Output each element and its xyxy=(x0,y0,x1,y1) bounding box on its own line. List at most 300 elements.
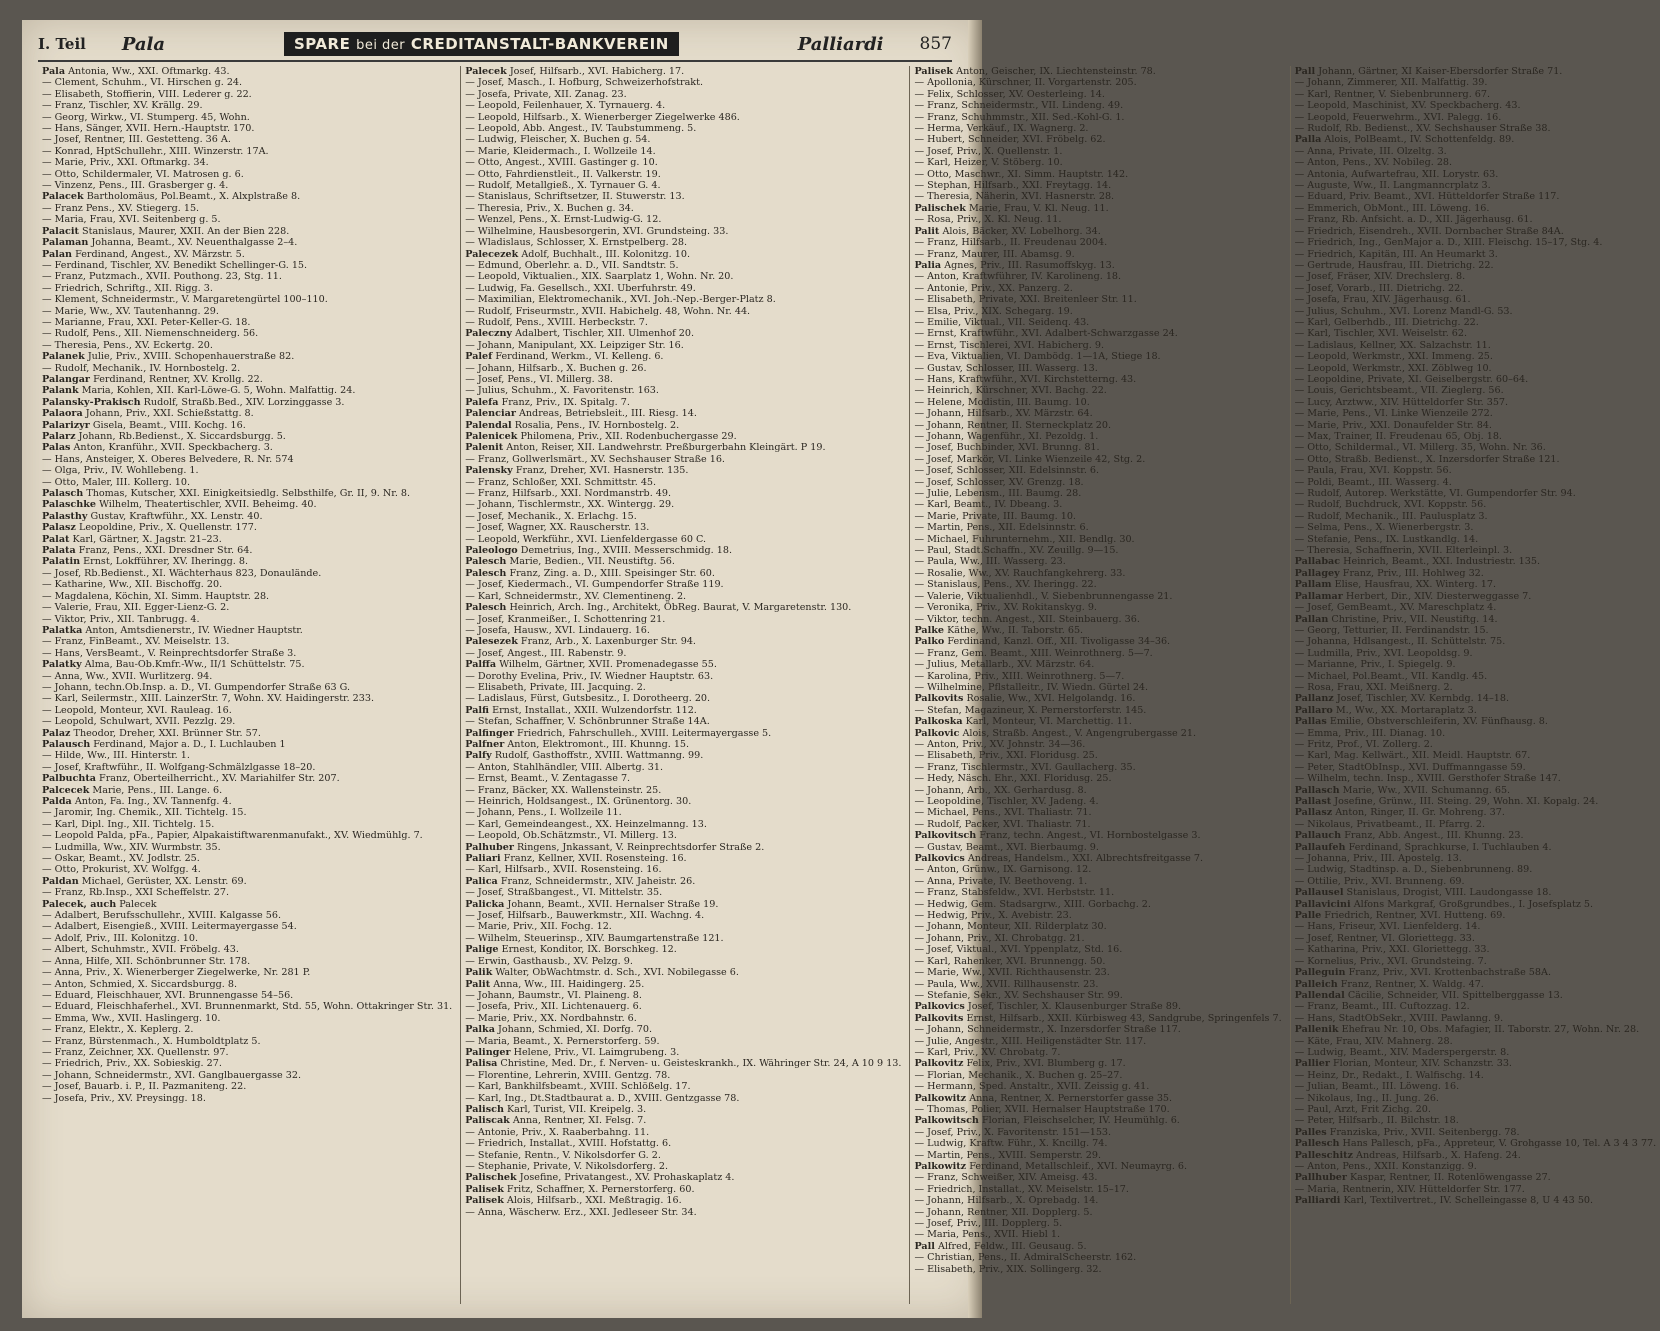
directory-entry xyxy=(42,807,452,818)
entry-text: Anton, Elektromont., III. Khunng. 15. xyxy=(507,738,690,750)
entry-text: — Otto, Fahrdienstleit., II. Valkerstr. 19. xyxy=(465,168,661,180)
directory-entry xyxy=(465,579,901,590)
entry-text: — Josef, Viktual., XVI. Yppenplatz, Std. 16. xyxy=(914,944,1123,956)
entry-text: — Johann, Monteur, XII. Rilderplatz 30. xyxy=(914,921,1107,933)
entry-text: — Apollonia, Kürschner, II. Vorgartenstr. 205. xyxy=(914,77,1137,89)
directory-entry xyxy=(465,511,901,522)
entry-text: Franz, Kellner, XVII. Rosensteing. 16. xyxy=(503,853,687,865)
entry-text: — Josefa, Priv., XII. Lichtenauerg. 6. xyxy=(465,1001,642,1013)
directory-entry xyxy=(914,933,1281,944)
entry-text: — Johann, techn.Ob.Insp. a. D., VI. Gumpendorfer Straße 63 G. xyxy=(42,681,351,693)
entry-text: Emilie, Obstverschleiferin, XV. Fünfhausg. 8. xyxy=(1329,716,1548,728)
entry-surname: Palkowitsch xyxy=(914,1115,979,1127)
entry-text: — Rudolf, Autorep. Werkstätte, VI. Gumpendorfer Str. 94. xyxy=(1294,488,1576,500)
entry-surname: Palkovics xyxy=(914,853,965,865)
entry-surname: Paliari xyxy=(465,853,501,865)
entry-text: Franz, techn. Angest., VI. Hornbostelgasse 3. xyxy=(979,830,1201,842)
entry-text: — Stefanie, Pens., IX. Lustkandlg. 14. xyxy=(1294,533,1479,545)
directory-entry xyxy=(1295,967,1657,978)
entry-text: Ferdinand, Sprachkurse, I. Tuchlauben 4. xyxy=(1348,841,1552,853)
directory-entry xyxy=(1295,807,1657,818)
directory-entry xyxy=(914,785,1281,796)
directory-entry xyxy=(1295,1161,1657,1172)
entry-text: Ernst, Hilfsarb., XXII. Kürbisweg 43, Sandgrube, Springenfels 7. xyxy=(966,1012,1282,1024)
entry-text: — Selma, Pens., X. Wienerbergstr. 3. xyxy=(1294,522,1474,534)
entry-text: — Rosa, Priv., X. Kl. Neug. 11. xyxy=(914,214,1062,226)
directory-entry xyxy=(465,1150,901,1161)
entry-text: Ehefrau Nr. 10, Obs. Mafagier, II. Taborstr. 27, Wohn. Nr. 28. xyxy=(1341,1024,1640,1036)
directory-entry xyxy=(1295,853,1657,864)
directory-entry xyxy=(914,1241,1281,1252)
directory-entry xyxy=(42,214,452,225)
directory-entry xyxy=(465,1195,901,1206)
entry-text: Ferdinand, Major a. D., I. Luchlauben 1 xyxy=(93,738,286,750)
entry-text: — Stefan, Magazineur, X. Pernerstorferstr. 145. xyxy=(914,704,1147,716)
entry-text: — Johann, Hilfsarb., X. Oprebadg. 14. xyxy=(914,1195,1099,1207)
entry-surname: Pallan xyxy=(1294,613,1329,625)
entry-text: — Josefa, Hausw., XVI. Lindauerg. 16. xyxy=(465,624,650,636)
entry-text: — Julie, Angestr., XIII. Heiligenstädter Str. 117. xyxy=(914,1035,1147,1047)
directory-entry xyxy=(465,431,901,442)
entry-text: Franz, Priv., III. Hohlweg 32. xyxy=(1342,567,1484,579)
entry-text: Franz, Dreher, XVI. Hasnerstr. 135. xyxy=(515,465,689,477)
directory-entry xyxy=(1295,454,1657,465)
entry-text: — Friedrich, Ing., GenMajor a. D., XIII. Fleischg. 15–17, Stg. 4. xyxy=(1294,237,1603,249)
directory-entry xyxy=(465,556,901,567)
entry-text: — Martin, Pens., XII. Edelsinnstr. 6. xyxy=(914,522,1089,534)
entry-text: — Johann, Pens., I. Wollzeile 11. xyxy=(465,807,622,819)
entry-surname: Palecek, auch xyxy=(42,898,117,910)
entry-text: Marie, Ww., XVII. Schumanng. 65. xyxy=(1342,784,1511,796)
entry-text: — Viktor, Priv., XII. Tanbrugg. 4. xyxy=(42,613,200,625)
entry-text: — Johann, Manipulant, XX. Leipziger Str. 16. xyxy=(465,339,684,351)
entry-text: — Viktor, techn. Angest., XII. Steinbauerg. 36. xyxy=(914,613,1140,625)
directory-entry xyxy=(1295,636,1657,647)
directory-entry xyxy=(1295,1036,1657,1047)
entry-text: — Karl, Rahenker, XVI. Brunnengg. 50. xyxy=(914,955,1106,967)
directory-entry xyxy=(465,1001,901,1012)
directory-entry xyxy=(1295,442,1657,453)
directory-entry xyxy=(465,1013,901,1024)
entry-text: Florian, Fleischselcher, IV. Heumühlg. 6. xyxy=(981,1115,1180,1127)
entry-surname: Pallanz xyxy=(1294,693,1334,705)
entry-surname: Palfy xyxy=(465,750,492,762)
directory-entry xyxy=(465,1024,901,1035)
directory-entry xyxy=(914,100,1281,111)
entry-surname: Pallavicini xyxy=(1294,898,1351,910)
entry-text: — Konrad, HptSchullehr., XIII. Winzerstr. 17A. xyxy=(42,145,269,157)
directory-entry xyxy=(914,146,1281,157)
directory-entry xyxy=(1295,762,1657,773)
header-left xyxy=(38,34,165,55)
entry-surname: Palasch xyxy=(42,488,84,500)
directory-entry xyxy=(914,1093,1281,1104)
entry-text: — Stanislaus, Schriftsetzer, II. Stuwerstr. 13. xyxy=(465,191,685,203)
directory-entry xyxy=(914,1172,1281,1183)
directory-entry xyxy=(1295,1104,1657,1115)
directory-entry xyxy=(914,671,1281,682)
directory-entry xyxy=(465,1138,901,1149)
directory-entry xyxy=(1295,169,1657,180)
entry-surname: Palensky xyxy=(465,465,513,477)
entry-surname: Pallagey xyxy=(1294,567,1340,579)
entry-text: — Karl, Seilermstr., XIII. LainzerStr. 7, Wohn. XV. Haidingerstr. 233. xyxy=(42,693,375,705)
directory-entry xyxy=(914,283,1281,294)
entry-text: — Marie, Priv., XXI. Donaufelder Str. 84. xyxy=(1294,419,1492,431)
entry-text: Andreas, Betriebsleit., III. Riesg. 14. xyxy=(518,408,697,420)
directory-entry xyxy=(42,944,452,955)
entry-text: — Lucy, Arztww., XIV. Hütteldorfer Str. 357. xyxy=(1294,396,1509,408)
directory-entry xyxy=(914,579,1281,590)
directory-entry xyxy=(42,306,452,317)
directory-entry xyxy=(42,614,452,625)
entry-surname: Palkowitz xyxy=(914,1092,967,1104)
entry-text: Wilhelm, Theatertischler, XVII. Beheimg. 40. xyxy=(99,499,317,511)
directory-entry xyxy=(42,271,452,282)
entry-text: — Franz, Zeichner, XX. Quellenstr. 97. xyxy=(42,1046,229,1058)
entry-surname: Palenicek xyxy=(465,431,518,442)
directory-entry xyxy=(465,499,901,510)
directory-entry xyxy=(914,1036,1281,1047)
entry-text: — Marie, Priv., XII. Fochg. 12. xyxy=(465,921,612,933)
entry-text: Palecek xyxy=(119,898,157,910)
directory-entry xyxy=(465,169,901,180)
entry-surname: Palarz xyxy=(42,431,76,442)
directory-entry xyxy=(914,602,1281,613)
entry-surname: Palischek xyxy=(465,1172,517,1184)
entry-surname: Palicka xyxy=(465,898,505,910)
entry-surname: Palige xyxy=(465,944,499,956)
entry-text: — Hans, StadtObSekr., XVIII. Pawlanng. 9. xyxy=(1294,1012,1504,1024)
entry-surname: Palatky xyxy=(42,659,82,671)
entry-surname: Palleguin xyxy=(1294,967,1346,979)
entry-text: Anton, Geischer, IX. Liechtensteinstr. 78. xyxy=(956,66,1156,77)
entry-text: — Florian, Mechanik., X. Buchen g. 25–27. xyxy=(914,1069,1123,1081)
directory-entry xyxy=(914,1138,1281,1149)
entry-text: — Johann, Hilfsarb., X. Buchen g. 26. xyxy=(465,362,647,374)
entry-text: — Rosalie, Ww., XV. Rauchfangkehrerg. 33. xyxy=(914,567,1126,579)
directory-entry xyxy=(914,397,1281,408)
directory-entry xyxy=(914,408,1281,419)
entry-text: — Stanislaus, Pens., XV. Iheringg. 22. xyxy=(914,579,1097,591)
directory-entry xyxy=(1295,328,1657,339)
entry-text: Ferdinand, Angest., XV. Märzstr. 5. xyxy=(75,248,245,260)
directory-entry xyxy=(914,853,1281,864)
entry-text: — Leopold, Werkmstr., XXI. Immeng. 25. xyxy=(1294,351,1493,363)
directory-entry xyxy=(42,568,452,579)
entry-surname: Palfinger xyxy=(465,727,514,739)
directory-entry xyxy=(42,1001,452,1012)
entry-text: — Hans, Friseur, XVI. Lienfelderg. 14. xyxy=(1294,921,1481,933)
entry-text: — Anna, Private, IV. Beethoveng. 1. xyxy=(914,875,1088,887)
directory-entry xyxy=(914,1150,1281,1161)
entry-text: Josefine, Grünw., III. Steing. 29, Wohn. XI. Kopalg. 24. xyxy=(1334,796,1599,807)
entry-surname: Paldan xyxy=(42,875,79,887)
entry-text: Ringens, Jnkassant, V. Reinprechtsdorfer Straße 2. xyxy=(516,841,765,853)
entry-text: — Otto, Prokurist, XV. Wolfgg. 4. xyxy=(42,864,201,876)
entry-surname: Palka xyxy=(465,1024,495,1036)
entry-text: — Franz, Schweißer, XIV. Ameisg. 43. xyxy=(914,1172,1098,1184)
entry-surname: Palischek xyxy=(914,202,966,214)
directory-entry xyxy=(465,237,901,248)
entry-text: — Ernst, Kraftwführ., XVI. Adalbert-Schwarzgasse 24. xyxy=(914,328,1178,340)
entry-text: — Marie, Priv., XX. Nordbahnstr. 6. xyxy=(465,1012,637,1024)
entry-surname: Palleschitz xyxy=(1294,1149,1353,1161)
entry-surname: Pala xyxy=(42,66,66,77)
directory-entry xyxy=(914,477,1281,488)
directory-entry xyxy=(42,317,452,328)
directory-entry xyxy=(1295,944,1657,955)
directory-entry xyxy=(42,853,452,864)
directory-entry xyxy=(914,1184,1281,1195)
entry-text: Alma, Bau-Ob.Kmfr.-Ww., II/1 Schüttelstr. 75. xyxy=(84,659,305,671)
directory-entry xyxy=(465,408,901,419)
entry-surname: Palasthy xyxy=(42,510,88,522)
entry-surname: Palata xyxy=(42,545,76,557)
entry-surname: Palarizyr xyxy=(42,419,90,431)
entry-surname: Palhuber xyxy=(465,841,514,853)
entry-text: Josef, Tischler, XV. Kernbdg. 14–18. xyxy=(1336,693,1509,705)
entry-surname: Palangar xyxy=(42,373,90,385)
entry-text: — Franz, Rb. Anfsicht. a. D., XII. Jägerhausg. 61. xyxy=(1294,214,1533,226)
directory-entry xyxy=(42,77,452,88)
entry-text: — Karl, Tischler, XVI. Weiselstr. 62. xyxy=(1294,328,1468,340)
entry-surname: Palesezek xyxy=(465,636,518,648)
directory-entry xyxy=(465,933,901,944)
entry-surname: Palla xyxy=(1294,134,1322,146)
entry-text: — Hermann, Sped. Anstaltr., XVII. Zeissig g. 41. xyxy=(914,1081,1150,1093)
entry-text: — Josef, Mechanik., X. Erlachg. 15. xyxy=(465,510,637,522)
entry-text: — Karl, Gelberhdb., III. Dietrichg. 22. xyxy=(1294,316,1479,328)
entry-text: — Franz, Gollwerlsmärt., XV. Sechshauser Straße 16. xyxy=(465,453,725,465)
directory-entry xyxy=(914,454,1281,465)
directory-entry xyxy=(1295,716,1657,727)
directory-entry xyxy=(465,214,901,225)
entry-surname: Palank xyxy=(42,385,79,397)
directory-entry xyxy=(914,1252,1281,1263)
directory-entry xyxy=(465,671,901,682)
entry-text: — Gertrude, Hausfrau, III. Dietrichg. 22. xyxy=(1294,259,1494,271)
entry-surname: Palkovits xyxy=(914,1012,964,1024)
entry-text: Anton, Reiser, XII. Landwehrstr. Preßburgerbahn Kleingärt. P 19. xyxy=(506,442,826,454)
entry-text: Rudolf, Gasthoffstr., XVIII. Wattmanng. 99. xyxy=(494,750,704,762)
entry-text: — Helene, Modistin, III. Baumg. 10. xyxy=(914,396,1090,408)
directory-entry xyxy=(914,990,1281,1001)
directory-entry xyxy=(465,887,901,898)
entry-text: — Thomas, Polier, XVII. Hernalser Hauptstraße 170. xyxy=(914,1103,1170,1115)
directory-entry xyxy=(465,328,901,339)
entry-text: — Johann, Rentner, II. Sterneckplatz 20. xyxy=(914,419,1112,431)
directory-entry xyxy=(914,260,1281,271)
entry-text: — Josef, Buchbinder, XVI. Brunng. 81. xyxy=(914,442,1100,454)
entry-text: Stanislaus, Maurer, XXII. An der Bien 228. xyxy=(82,225,290,237)
directory-entry xyxy=(1295,465,1657,476)
entry-text: — Georg, Tetturier, II. Ferdinandstr. 15. xyxy=(1294,624,1489,636)
entry-surname: Palit xyxy=(465,978,491,990)
entry-surname: Palbuchta xyxy=(42,773,96,785)
entry-surname: Palaschke xyxy=(42,499,97,511)
entry-text: — Friedrich, Kapitän, III. An Heumarkt 3. xyxy=(1294,248,1498,260)
directory-entry xyxy=(1295,625,1657,636)
directory-entry xyxy=(914,374,1281,385)
entry-text: — Ernst, Beamt., V. Zentagasse 7. xyxy=(465,773,631,785)
entry-text: — Ludwig, Stadtinsp. a. D., Siebenbrunneng. 89. xyxy=(1294,864,1533,876)
entry-surname: Pallenik xyxy=(1294,1024,1339,1036)
entry-text: — Theresia, Schaffnerin, XVII. Elterleinpl. 3. xyxy=(1294,545,1513,557)
directory-entry xyxy=(42,374,452,385)
directory-columns xyxy=(38,66,1657,1304)
directory-entry xyxy=(1295,408,1657,419)
entry-text: — Wilhelm, Steuerinsp., XIV. Baumgartenstraße 121. xyxy=(465,932,724,944)
entry-text: — Johann, Wagenführ., XI. Pezoldg. 1. xyxy=(914,431,1099,442)
directory-entry xyxy=(914,705,1281,716)
entry-text: — Franz, Elektr., X. Keplerg. 2. xyxy=(42,1024,194,1036)
entry-text: — Olga, Priv., IV. Wohllebeng. 1. xyxy=(42,465,199,477)
entry-text: — Josef, Schlosser, XV. Grenzg. 18. xyxy=(914,476,1084,488)
entry-surname: Pall xyxy=(914,1240,935,1252)
entry-text: — Martin, Pens., XVIII. Semperstr. 29. xyxy=(914,1149,1102,1161)
entry-text: — Karl, Dipl. Ing., XII. Tichtelg. 15. xyxy=(42,818,215,830)
entry-text: Christine, Priv., VII. Neustiftg. 14. xyxy=(1331,613,1498,625)
entry-surname: Palkovitz xyxy=(914,1058,964,1070)
entry-text: — Josef, Straßbangest., VI. Mittelstr. 35. xyxy=(465,887,663,899)
directory-entry xyxy=(914,625,1281,636)
entry-text: Bartholomäus, Pol.Beamt., X. Alxplstraße 8. xyxy=(86,191,301,203)
directory-entry xyxy=(42,1093,452,1104)
entry-text: — Maria, Beamt., X. Pernerstorferg. 59. xyxy=(465,1035,660,1047)
directory-entry xyxy=(1295,750,1657,761)
entry-text: — Adolf, Priv., III. Kolonitzg. 10. xyxy=(42,932,199,944)
directory-entry xyxy=(465,1093,901,1104)
directory-entry xyxy=(465,990,901,1001)
directory-entry xyxy=(42,876,452,887)
directory-entry xyxy=(465,853,901,864)
entry-text: Alfons Markgraf, Großgrundbes., I. Josefsplatz 5. xyxy=(1353,898,1594,910)
directory-entry xyxy=(465,1172,901,1183)
column-1 xyxy=(38,66,456,1304)
directory-entry xyxy=(914,739,1281,750)
entry-text: Anton, Ringer, II. Gr. Mohreng. 37. xyxy=(1335,807,1505,819)
entry-text: Stanislaus, Drogist, VIII. Laudongasse 18. xyxy=(1346,887,1552,899)
entry-text: — Felix, Schlosser, XV. Oesterleing. 14. xyxy=(914,88,1105,100)
entry-text: Cäcilie, Schneider, VII. Spittelberggasse 13. xyxy=(1347,989,1563,1001)
directory-entry xyxy=(465,77,901,88)
directory-entry xyxy=(465,944,901,955)
directory-entry xyxy=(42,397,452,408)
directory-entry xyxy=(42,1036,452,1047)
entry-text: — Josef, Rb.Bedienst., XI. Wächterhaus 823, Donaulände. xyxy=(42,567,322,579)
entry-text: — Stefanie, Rentn., V. Nikolsdorfer G. 2. xyxy=(465,1149,661,1161)
entry-text: — Karl, Hilfsarb., XVII. Rosensteing. 16. xyxy=(465,864,662,876)
directory-entry xyxy=(914,134,1281,145)
entry-text: — Josef, Vorarb., III. Dietrichg. 22. xyxy=(1294,282,1464,294)
header-rule xyxy=(38,60,952,62)
entry-text: Helene, Priv., VI. Laimgrubeng. 3. xyxy=(513,1046,680,1058)
directory-entry xyxy=(1295,89,1657,100)
directory-entry xyxy=(914,157,1281,168)
entry-surname: Palaora xyxy=(42,408,83,420)
entry-surname: Pallast xyxy=(1294,796,1332,807)
directory-entry xyxy=(465,534,901,545)
entry-surname: Palia xyxy=(914,259,942,271)
directory-entry xyxy=(1295,728,1657,739)
directory-page xyxy=(22,20,1657,1318)
directory-entry xyxy=(465,921,901,932)
directory-entry xyxy=(1295,283,1657,294)
directory-entry xyxy=(1295,260,1657,271)
entry-text: — Valerie, Viktualienhdl., V. Siebenbrunnengasse 21. xyxy=(914,590,1173,602)
entry-text: Franz, Oberteilherricht., XV. Mariahilfer Str. 207. xyxy=(99,773,340,785)
entry-text: — Johann, Hilfsarb., XV. Märzstr. 64. xyxy=(914,408,1093,420)
entry-text: Franz, Priv., XVI. Krottenbachstraße 58A. xyxy=(1348,967,1551,979)
directory-entry xyxy=(42,283,452,294)
directory-entry xyxy=(42,556,452,567)
directory-entry xyxy=(42,351,452,362)
directory-entry xyxy=(914,568,1281,579)
directory-entry xyxy=(465,1104,901,1115)
entry-text: Rudolf, Straßb.Bed., XIV. Lorzinggasse 3. xyxy=(143,396,345,408)
directory-entry xyxy=(1295,568,1657,579)
directory-entry xyxy=(465,260,901,271)
entry-surname: Palacit xyxy=(42,225,79,237)
entry-text: Leopoldine, Priv., X. Quellenstr. 177. xyxy=(78,522,257,534)
directory-entry xyxy=(42,157,452,168)
entry-text: — Anna, Hilfe, XII. Schönbrunner Str. 178. xyxy=(42,955,251,967)
entry-text: Ernest, Konditor, IX. Borschkeg. 12. xyxy=(501,944,677,956)
directory-entry xyxy=(42,169,452,180)
directory-entry xyxy=(42,454,452,465)
entry-surname: Pallas xyxy=(1294,716,1327,728)
directory-entry xyxy=(1295,933,1657,944)
entry-surname: Palesch xyxy=(465,556,507,568)
directory-entry xyxy=(42,716,452,727)
entry-surname: Palefa xyxy=(465,396,499,408)
entry-text: — Franz, Rb.Insp., XXI Scheffelstr. 27. xyxy=(42,887,230,899)
entry-text: — Nikolaus, Ing., II. Jung. 26. xyxy=(1294,1092,1439,1104)
entry-text: — Elisabeth, Priv., XIX. Sollingerg. 32. xyxy=(914,1263,1102,1275)
directory-entry xyxy=(465,146,901,157)
part-label: I. Teil xyxy=(38,35,86,53)
directory-entry xyxy=(1295,1047,1657,1058)
entry-surname: Palecek xyxy=(465,66,507,77)
entry-text: — Emma, Priv., III. Dianag. 10. xyxy=(1294,727,1446,739)
entry-surname: Palffa xyxy=(465,659,497,671)
entry-text: — Oskar, Beamt., XV. Jodlstr. 25. xyxy=(42,853,200,865)
directory-entry xyxy=(1295,477,1657,488)
directory-entry xyxy=(1295,614,1657,625)
entry-text: — Elisabeth, Priv., XXI. Floridusg. 25. xyxy=(914,750,1098,762)
directory-entry xyxy=(465,306,901,317)
directory-entry xyxy=(1295,1058,1657,1069)
entry-surname: Palef xyxy=(465,351,493,363)
entry-text: — Katharina, Priv., XXI. Gloriettegg. 33. xyxy=(1294,944,1490,956)
directory-entry xyxy=(465,716,901,727)
directory-entry xyxy=(914,89,1281,100)
directory-entry xyxy=(914,899,1281,910)
entry-text: — Emilie, Viktual., VII. Seidenq. 43. xyxy=(914,316,1090,328)
entry-surname: Palda xyxy=(42,796,72,807)
entry-surname: Pallasch xyxy=(1294,784,1340,796)
directory-entry xyxy=(914,431,1281,442)
entry-text: — Veronika, Priv., XV. Rokitanskyg. 9. xyxy=(914,602,1097,614)
directory-entry xyxy=(914,237,1281,248)
entry-text: — Hedy, Näsch. Ehr., XXI. Floridusg. 25. xyxy=(914,773,1112,785)
entry-surname: Palacek xyxy=(42,191,84,203)
directory-entry xyxy=(42,967,452,978)
entry-text: — Julian, Beamt., III. Löweng. 16. xyxy=(1294,1081,1460,1093)
directory-entry xyxy=(465,249,901,260)
entry-text: — Anton, Schmied, X. Siccardsburgg. 8. xyxy=(42,978,237,990)
